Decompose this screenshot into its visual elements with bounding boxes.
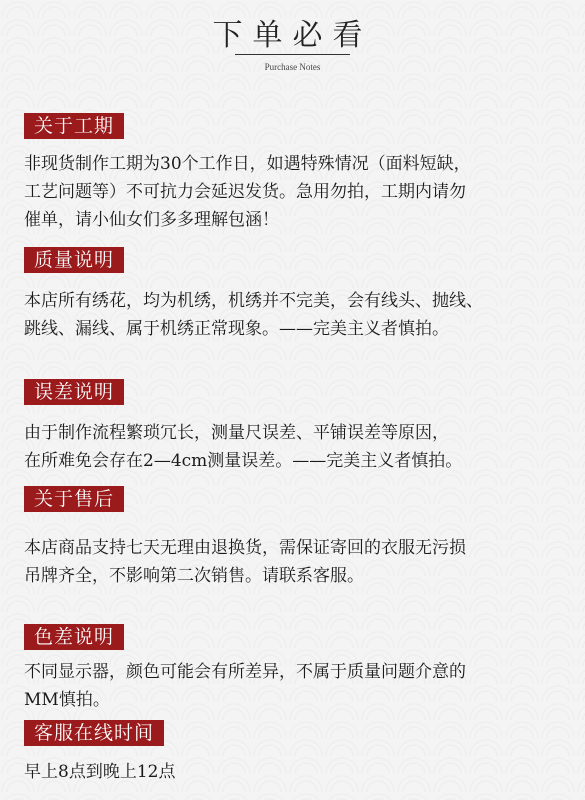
section-text-lead-time — [24, 150, 569, 234]
text-line: 本店所有绣花，均为机绣，机绣并不完美，会有线头、抛线、 — [24, 291, 483, 311]
text-line: 不同显示器，颜色可能会有所差异，不属于质量问题介意的 — [24, 662, 466, 682]
text-line: 非现货制作工期为30个工作日，如遇特殊情况（面料短缺， — [24, 154, 471, 174]
text-line: 催单，请小仙女们多多理解包涵！ — [24, 210, 279, 230]
text-line: 由于制作流程繁琐冗长，测量尺误差、平铺误差等原因， — [24, 423, 449, 443]
section-tag-after-sales: 关于售后 — [24, 486, 124, 512]
section-text-quality — [24, 287, 569, 343]
text-line: 在所难免会存在2—4cm测量误差。——完美主义者慎拍。 — [24, 451, 463, 471]
section-text-color-difference — [24, 658, 569, 714]
section-tag-lead-time: 关于工期 — [24, 113, 124, 139]
text-line: 工艺问题等）不可抗力会延迟发货。急用勿拍，工期内请勿 — [24, 182, 466, 202]
title-divider — [235, 54, 350, 55]
text-line: 跳线、漏线、属于机绣正常现象。——完美主义者慎拍。 — [24, 319, 449, 339]
text-line: 吊牌齐全，不影响第二次销售。请联系客服。 — [24, 566, 364, 586]
section-text-measurement-error — [24, 419, 569, 475]
page-subtitle: Purchase Notes — [264, 62, 321, 72]
section-tag-quality: 质量说明 — [24, 247, 124, 273]
section-text-service-hours — [24, 758, 569, 786]
page-title: 下单必看 — [212, 18, 373, 53]
section-tag-measurement-error: 误差说明 — [24, 379, 124, 405]
text-line: 早上8点到晚上12点 — [24, 762, 176, 782]
section-tag-service-hours: 客服在线时间 — [24, 720, 164, 746]
section-tag-color-difference: 色差说明 — [24, 624, 124, 650]
section-text-after-sales — [24, 534, 569, 590]
text-line: 本店商品支持七天无理由退换货，需保证寄回的衣服无污损 — [24, 538, 466, 558]
text-line: MM慎拍。 — [24, 690, 110, 710]
